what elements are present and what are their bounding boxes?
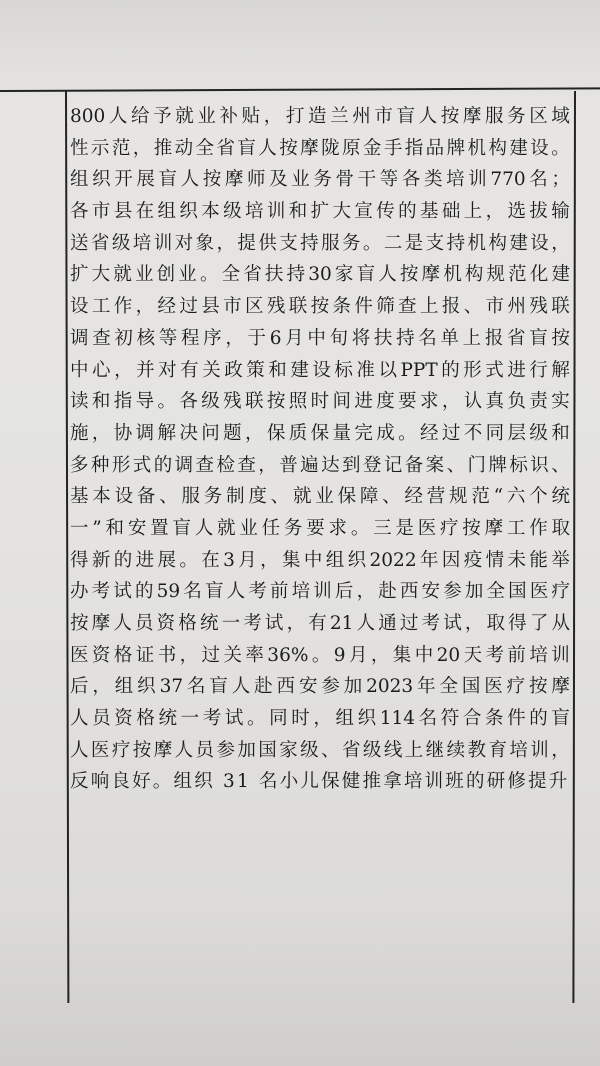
text-line: 组 织 开 展 盲 人 按 摩 师 及 业 务 骨 干 等 各 类 培 训 770 名 ；: [70, 169, 570, 191]
text-line: 办 考 试 的 59 名 盲 人 考 前 培 训 后 ， 赴 西 安 参 加 全 国 医 疗: [70, 581, 570, 603]
table-top-border: [0, 87, 600, 92]
text-line: 读 和 指 导 。 各 级 残 联 按 照 时 间 进 度 要 求 ， 认 真 负 责 实: [70, 391, 570, 413]
text-line: 性 示 范 ， 推 动 全 省 盲 人 按 摩 陇 原 金 手 指 品 牌 机 构 建 设 。: [70, 137, 570, 159]
table-right-border: [572, 91, 576, 1003]
text-line: 扩 大 就 业 创 业 。 全 省 扶 持 30 家 盲 人 按 摩 机 构 规 范 化 建: [70, 264, 570, 286]
text-line: 人 医 疗 按 摩 人 员 参 加 国 家 级 、 省 级 线 上 继 续 教 育 培 训 ，: [70, 739, 570, 761]
text-line: 800 人 给 予 就 业 补 贴 ， 打 造 兰 州 市 盲 人 按 摩 服 务 区 域: [70, 106, 570, 127]
text-line: 反响良好。组织 31 名小儿保健推拿培训班的研修提升: [70, 771, 570, 793]
table-left-border: [65, 91, 69, 1003]
text-line: 施 ， 协 调 解 决 问 题 ， 保 质 保 量 完 成 。 经 过 不 同 层 级 和: [70, 422, 570, 444]
text-line: 得 新 的 进 展 。 在 3 月 ， 集 中 组 织 2022 年 因 疫 情 未 能 举: [70, 549, 570, 571]
text-line: 送 省 级 培 训 对 象 ， 提 供 支 持 服 务 。 二 是 支 持 机 构 建 设 ，: [70, 232, 570, 254]
text-line: 设 工 作 ， 经 过 县 市 区 残 联 按 条 件 筛 查 上 报 、 市 州 残 联: [70, 296, 570, 318]
text-line: 一 ” 和 安 置 盲 人 就 业 任 务 要 求 。 三 是 医 疗 按 摩 工 作 取: [70, 517, 570, 539]
text-line: 医 资 格 证 书 ， 过 关 率 36% 。 9 月 ， 集 中 20 天 考 前 培 训: [70, 644, 570, 666]
text-line: 后 ， 组 织 37 名 盲 人 赴 西 安 参 加 2023 年 全 国 医 疗 按 摩: [70, 676, 570, 698]
text-line: 人 员 资 格 统 一 考 试 。 同 时 ， 组 织 114 名 符 合 条 件 的 盲: [70, 708, 570, 730]
text-line: 按 摩 人 员 资 格 统 一 考 试 ， 有 21 人 通 过 考 试 ， 取 得 了 从: [70, 613, 570, 634]
text-line: 各 市 县 在 组 织 本 级 培 训 和 扩 大 宣 传 的 基 础 上 ， 选 拔 输: [70, 201, 570, 223]
body-paragraph: [70, 101, 570, 798]
text-line: 基 本 设 备 、 服 务 制 度 、 就 业 保 障 、 经 营 规 范 “ 六 个 统: [70, 486, 570, 508]
text-line: 中 心 ， 并 对 有 关 政 策 和 建 设 标 准 以 PPT 的 形 式 进 行 解: [70, 359, 570, 381]
text-line: 调 查 初 核 等 程 序 ， 于 6 月 中 旬 将 扶 持 名 单 上 报 省 盲 按: [70, 327, 570, 349]
text-line: 多 种 形 式 的 调 查 检 查 ， 普 遍 达 到 登 记 备 案 、 门 牌 标 识 、: [70, 454, 570, 476]
